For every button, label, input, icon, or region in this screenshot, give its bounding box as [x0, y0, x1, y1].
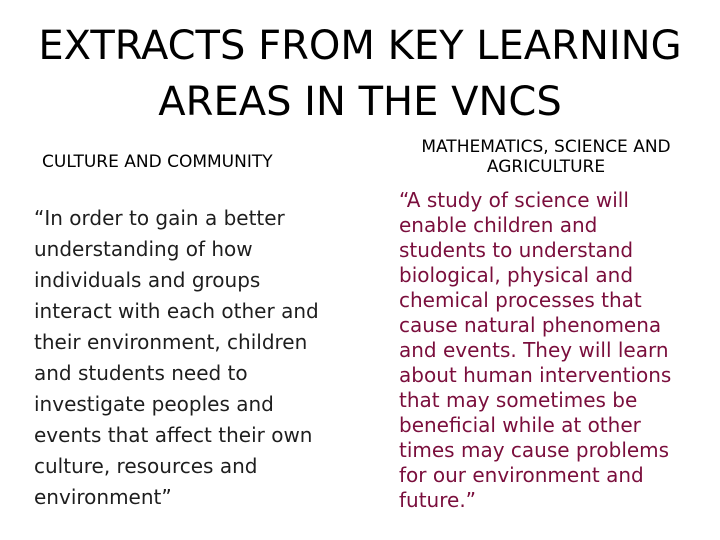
- slide-title-line-2: AREAS IN THE VNCS: [158, 79, 562, 125]
- right-quote-line: cause natural phenomena: [399, 313, 662, 337]
- right-quote-line: times may cause problems: [399, 438, 670, 462]
- left-quote-line: “In order to gain a better: [34, 206, 285, 230]
- right-quote-line: about human interventions: [399, 363, 672, 387]
- right-quote-line: enable children and: [399, 213, 598, 237]
- right-column-heading-line-2: AGRICULTURE: [486, 157, 606, 177]
- left-quote-line: understanding of how: [34, 237, 253, 261]
- right-column-heading: [396, 137, 696, 177]
- left-quote-line: individuals and groups: [34, 268, 261, 292]
- left-quote: [34, 203, 319, 513]
- right-quote-line: and events. They will learn: [399, 338, 669, 362]
- left-quote-line: environment”: [34, 485, 172, 509]
- right-quote-line: biological, physical and: [399, 263, 634, 287]
- right-quote-line: for our environment and: [399, 463, 644, 487]
- left-quote-line: culture, resources and: [34, 454, 258, 478]
- slide-title: [0, 18, 720, 130]
- right-quote-line: “A study of science will: [399, 188, 629, 212]
- right-quote-line: that may sometimes be: [399, 388, 638, 412]
- right-quote-line: chemical processes that: [399, 288, 642, 312]
- left-quote-line: interact with each other and: [34, 299, 319, 323]
- left-quote-line: their environment, children: [34, 330, 308, 354]
- right-quote-line: students to understand: [399, 238, 634, 262]
- left-quote-line: events that affect their own: [34, 423, 313, 447]
- slide-title-line-1: EXTRACTS FROM KEY LEARNING: [38, 23, 682, 69]
- right-quote-line: beneficial while at other: [399, 413, 641, 437]
- right-column-heading-line-1: MATHEMATICS, SCIENCE AND: [421, 137, 671, 157]
- right-quote: [399, 188, 671, 513]
- left-quote-line: investigate peoples and: [34, 392, 274, 416]
- left-quote-line: and students need to: [34, 361, 248, 385]
- left-column-heading: CULTURE AND COMMUNITY: [42, 152, 273, 172]
- right-quote-line: future.”: [399, 488, 477, 512]
